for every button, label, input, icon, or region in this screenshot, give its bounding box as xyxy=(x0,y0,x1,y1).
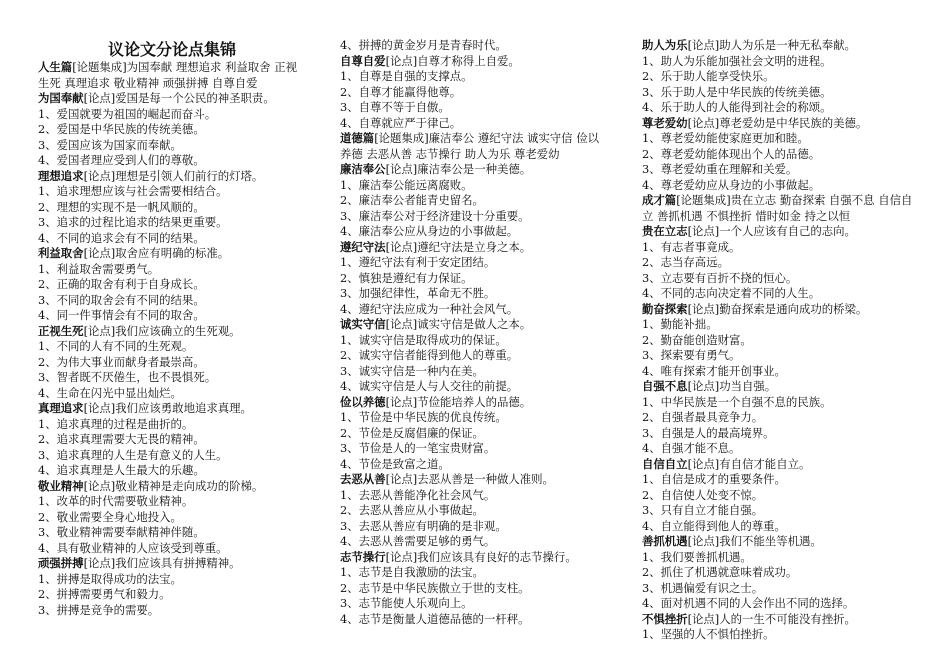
list-item: 2、追求真理需要大无畏的精神。 xyxy=(38,432,205,446)
list-item: 2、理想的实现不是一帆风顺的。 xyxy=(38,199,205,214)
topic-heading xyxy=(642,116,914,132)
topic-thesis: [论点]理想是引领人们前行的灯塔。 xyxy=(83,168,264,183)
topic-heading xyxy=(642,38,914,54)
list-item: 2、自信使人处变不惊。 xyxy=(642,487,764,502)
topic-thesis: [论点]助人为乐是一种无私奉献。 xyxy=(687,38,856,52)
topic-thesis: [论点]尊老爱幼是中华民族的美德。 xyxy=(687,115,868,130)
list-item: 1、去恶从善能净化社会风气。 xyxy=(340,487,496,502)
list-item: 4、唯有探索才能开创事业。 xyxy=(642,363,786,378)
list-item: 2、为伟大事业而献身者最崇高。 xyxy=(38,354,205,369)
list-item: 2、慎独是遵纪有力保证。 xyxy=(340,270,473,285)
topic-thesis: [论点]取舍应有明确的标准。 xyxy=(83,246,230,260)
list-item: 4、乐于助人的人能得到社会的称颂。 xyxy=(642,100,832,114)
topic-label: 遵纪守法 xyxy=(340,239,386,254)
topic-heading xyxy=(340,472,610,488)
list-item: 1、不同的人有不同的生死观。 xyxy=(38,339,194,353)
topic-thesis: [论题集成]贵在立志 勤奋探索 自强不息 自信自立 善抓机遇 不惧挫折 惜时如金 持之以恒 xyxy=(642,193,913,223)
topic-label: 贵在立志 xyxy=(642,224,688,238)
topic-label: 利益取舍 xyxy=(38,246,84,260)
list-item: 4、自尊就应严于律己。 xyxy=(340,115,462,130)
topic-label: 俭以养德 xyxy=(340,394,386,409)
topic-thesis: [论点]勤奋探索是通向成功的桥梁。 xyxy=(687,301,868,316)
list-item: 2、抓住了机遇就意味着成功。 xyxy=(642,565,798,579)
list-item: 1、我们要善抓机遇。 xyxy=(642,549,752,564)
topic-label: 为国奉献 xyxy=(38,91,84,105)
list-item: 3、立志要有百折不挠的恒心。 xyxy=(642,270,798,285)
text-column-3 xyxy=(642,38,914,643)
list-item: 3、敬业精神需要奉献精神伴随。 xyxy=(38,525,205,539)
topic-heading xyxy=(642,379,914,395)
list-item: 4、生命在闪光中显出灿烂。 xyxy=(38,385,182,400)
topic-thesis: [论点]敬业精神是走向成功的阶梯。 xyxy=(83,478,264,493)
topic-label: 善抓机遇 xyxy=(642,534,688,548)
document-title: 议论文分论点集锦 xyxy=(107,40,236,59)
list-item: 3、乐于助人是中华民族的传统美德。 xyxy=(642,84,832,99)
topic-heading xyxy=(38,324,306,340)
list-item: 2、敬业需要全身心地投入。 xyxy=(38,509,182,524)
list-item: 4、志节是衡量人道德品德的一杆秤。 xyxy=(340,611,530,626)
topic-heading xyxy=(340,550,610,566)
topic-heading xyxy=(38,401,306,417)
list-item: 4、自立能得到他人的尊重。 xyxy=(642,518,786,533)
list-item: 4、自强才能不息。 xyxy=(642,441,741,455)
list-item: 1、勤能补拙。 xyxy=(642,317,718,331)
list-item: 4、拼搏的黄金岁月是青春时代。 xyxy=(340,38,507,52)
list-item: 3、拼搏是竞争的需要。 xyxy=(38,602,160,617)
list-item: 3、追求真理的人生是有意义的人生。 xyxy=(38,447,228,462)
topic-thesis: [论点]我们应该确立的生死观。 xyxy=(83,323,241,338)
topic-heading xyxy=(340,162,610,178)
topic-thesis: [论题集成]为国奉献 理想追求 利益取舍 正视生死 真理追求 敬业精神 顽强拼搏 自尊自爱 xyxy=(38,60,297,90)
topic-label: 正视生死 xyxy=(38,323,84,338)
list-item: 2、志当存高远。 xyxy=(642,255,729,269)
topic-heading xyxy=(340,395,610,411)
list-item: 3、只有自立才能自强。 xyxy=(642,503,764,517)
topic-heading xyxy=(340,317,610,333)
topic-label: 道德篇 xyxy=(340,131,375,145)
list-item: 4、同一件事情会有不同的取舍。 xyxy=(38,308,205,322)
topic-label: 勤奋探索 xyxy=(642,301,688,316)
topic-thesis: [论点]功当自强。 xyxy=(687,379,777,393)
list-item: 3、自强是人的最高境界。 xyxy=(642,425,775,440)
list-item: 4、追求真理是人生最大的乐趣。 xyxy=(38,463,205,477)
list-item: 3、节俭是人的一笔宝贵财富。 xyxy=(340,441,496,455)
topic-heading xyxy=(38,479,306,495)
topic-label: 诚实守信 xyxy=(340,317,386,331)
list-item: 3、探索要有勇气。 xyxy=(642,348,741,362)
topic-label: 志节操行 xyxy=(340,549,386,564)
list-item: 3、爱国应该为国家而奉献。 xyxy=(38,137,182,152)
list-item: 4、诚实守信是人与人交往的前提。 xyxy=(340,379,519,393)
list-item: 1、改革的时代需要敬业精神。 xyxy=(38,494,194,508)
topic-label: 成才篇 xyxy=(642,193,677,207)
topic-thesis: [论点]我们应该具有良好的志节操行。 xyxy=(385,549,577,564)
list-item: 2、廉洁奉公者能青史留名。 xyxy=(340,193,484,207)
list-item: 4、节俭是致富之道。 xyxy=(340,456,450,471)
list-item: 3、追求的过程比追求的结果更重要。 xyxy=(38,215,228,229)
topic-label: 自强不息 xyxy=(642,379,688,393)
list-item: 3、加强纪律性，革命无不胜。 xyxy=(340,286,496,300)
list-item: 4、去恶从善需要足够的勇气。 xyxy=(340,534,496,548)
topic-label: 助人为乐 xyxy=(642,38,688,52)
topic-thesis: [论点]廉洁奉公是一种美德。 xyxy=(385,162,532,176)
list-item: 2、自强者最具竞争力。 xyxy=(642,410,764,424)
list-item: 1、中华民族是一个自强不息的民族。 xyxy=(642,394,832,409)
list-item: 2、去恶从善应从小事做起。 xyxy=(340,503,484,517)
topic-thesis: [论点]自尊才称得上自爱。 xyxy=(385,53,520,68)
list-item: 4、廉洁奉公应从身边的小事做起。 xyxy=(340,224,519,238)
topic-label: 尊老爱幼 xyxy=(642,115,688,130)
list-item: 1、助人为乐能加强社会文明的进程。 xyxy=(642,53,832,68)
list-item: 2、节俭是反腐倡廉的保证。 xyxy=(340,425,484,440)
list-item: 1、自信是成才的重要条件。 xyxy=(642,472,786,486)
topic-label: 自尊自爱 xyxy=(340,53,386,68)
topic-heading xyxy=(642,224,914,240)
list-item: 4、不同的追求会有不同的结果。 xyxy=(38,230,205,245)
topic-label: 不惧挫折 xyxy=(642,611,688,626)
topic-thesis: [论点]人的一生不可能没有挫折。 xyxy=(687,611,856,626)
topic-heading xyxy=(642,612,914,628)
topic-heading xyxy=(38,91,306,107)
list-item: 1、坚强的人不惧怕挫折。 xyxy=(642,627,775,641)
topic-heading xyxy=(642,302,914,318)
list-item: 3、诚实守信是一种内在美。 xyxy=(340,363,484,378)
list-item: 3、不同的取舍会有不同的结果。 xyxy=(38,292,205,307)
list-item: 2、正确的取舍有利于自身成长。 xyxy=(38,277,205,291)
topic-label: 廉洁奉公 xyxy=(340,162,386,176)
list-item: 3、志节能使人乐观向上。 xyxy=(340,596,473,610)
text-column-2 xyxy=(340,38,610,627)
topic-thesis: [论点]去恶从善是一种做人准则。 xyxy=(385,472,554,486)
topic-thesis: [论点]一个人应该有自己的志向。 xyxy=(687,224,856,238)
list-item: 2、诚实守信者能得到他人的尊重。 xyxy=(340,348,519,362)
list-item: 2、拼搏需要勇气和毅力。 xyxy=(38,587,171,601)
list-item: 3、去恶从善应有明确的是非观。 xyxy=(340,518,507,533)
list-item: 4、爱国者理应受到人们的尊敬。 xyxy=(38,153,205,167)
list-item: 1、节俭是中华民族的优良传统。 xyxy=(340,410,507,424)
topic-label: 人生篇 xyxy=(38,60,73,74)
list-item: 4、遵纪守法应成为一种社会风气。 xyxy=(340,301,519,316)
list-item: 3、智者既不厌倦生，也不畏惧死。 xyxy=(38,370,217,384)
topic-heading xyxy=(642,457,914,473)
topic-heading xyxy=(340,240,610,256)
topic-thesis: [论点]有自信才能自立。 xyxy=(687,456,811,471)
topic-thesis: [论点]我们应该勇敢地追求真理。 xyxy=(83,401,252,415)
topic-heading xyxy=(38,169,306,185)
list-item: 1、爱国就要为祖国的崛起而奋斗。 xyxy=(38,106,217,121)
topic-label: 理想追求 xyxy=(38,168,84,183)
list-item: 1、追求理想应该与社会需要相结合。 xyxy=(38,184,228,198)
list-item: 2、志节是中华民族傲立于世的支柱。 xyxy=(340,580,530,595)
list-item: 4、面对机遇不同的人会作出不同的选择。 xyxy=(642,596,855,610)
topic-thesis: [论点]爱国是每一个公民的神圣职责。 xyxy=(83,91,275,105)
list-item: 3、机遇偏爱有识之士。 xyxy=(642,580,764,595)
list-item: 3、廉洁奉公对于经济建设十分重要。 xyxy=(340,208,530,223)
topic-heading xyxy=(340,54,610,70)
list-item: 1、自尊是自强的支撑点。 xyxy=(340,69,473,83)
topic-heading xyxy=(340,131,610,162)
topic-label: 敬业精神 xyxy=(38,478,84,493)
list-item: 2、乐于助人能享受快乐。 xyxy=(642,69,775,83)
list-item: 3、自尊不等于自傲。 xyxy=(340,100,450,114)
topic-thesis: [论点]我们不能坐等机遇。 xyxy=(687,534,822,548)
topic-label: 自信自立 xyxy=(642,456,688,471)
list-item: 1、遵纪守法有利于安定团结。 xyxy=(340,255,496,269)
list-item: 1、廉洁奉公能远离腐败。 xyxy=(340,177,473,192)
topic-heading xyxy=(38,60,306,91)
list-item: 1、尊老爱幼能使家庭更加和睦。 xyxy=(642,131,809,145)
list-item: 2、尊老爱幼能体现出个人的品德。 xyxy=(642,146,821,161)
list-item: 2、勤奋能创造财富。 xyxy=(642,332,752,347)
topic-heading xyxy=(642,534,914,550)
list-item: 4、不同的志向决定着不同的人生。 xyxy=(642,286,821,300)
list-item: 4、具有敬业精神的人应该受到尊重。 xyxy=(38,540,228,555)
topic-label: 真理追求 xyxy=(38,401,84,415)
topic-thesis: [论点]节俭能培养人的品德。 xyxy=(385,394,532,409)
list-item: 4、尊老爱幼应从身边的小事做起。 xyxy=(642,177,821,192)
text-column-1 xyxy=(38,40,306,618)
list-item: 3、尊老爱幼重在理解和关爱。 xyxy=(642,162,798,176)
topic-label: 顽强拼搏 xyxy=(38,556,84,570)
list-item: 1、利益取舍需要勇气。 xyxy=(38,261,160,276)
topic-thesis: [论点]遵纪守法是立身之本。 xyxy=(385,239,532,254)
topic-label: 去恶从善 xyxy=(340,472,386,486)
list-item: 1、志节是自我激励的法宝。 xyxy=(340,565,484,579)
list-item: 2、自尊才能赢得他尊。 xyxy=(340,84,462,99)
topic-thesis: [论题集成]廉洁奉公 遵纪守法 诚实守信 俭以养德 去恶从善 志节操行 助人为乐 尊老爱幼 xyxy=(340,131,599,161)
topic-heading xyxy=(38,246,306,262)
topic-thesis: [论点]诚实守信是做人之本。 xyxy=(385,317,532,331)
list-item: 1、拼搏是取得成功的法宝。 xyxy=(38,571,182,586)
topic-thesis: [论点]我们应该具有拼搏精神。 xyxy=(83,556,241,570)
topic-heading xyxy=(38,556,306,572)
list-item: 1、有志者事竟成。 xyxy=(642,239,741,254)
list-item: 1、诚实守信是取得成功的保证。 xyxy=(340,332,507,347)
list-item: 1、追求真理的过程是曲折的。 xyxy=(38,416,194,431)
topic-heading xyxy=(642,193,914,224)
list-item: 2、爱国是中华民族的传统美德。 xyxy=(38,122,205,136)
